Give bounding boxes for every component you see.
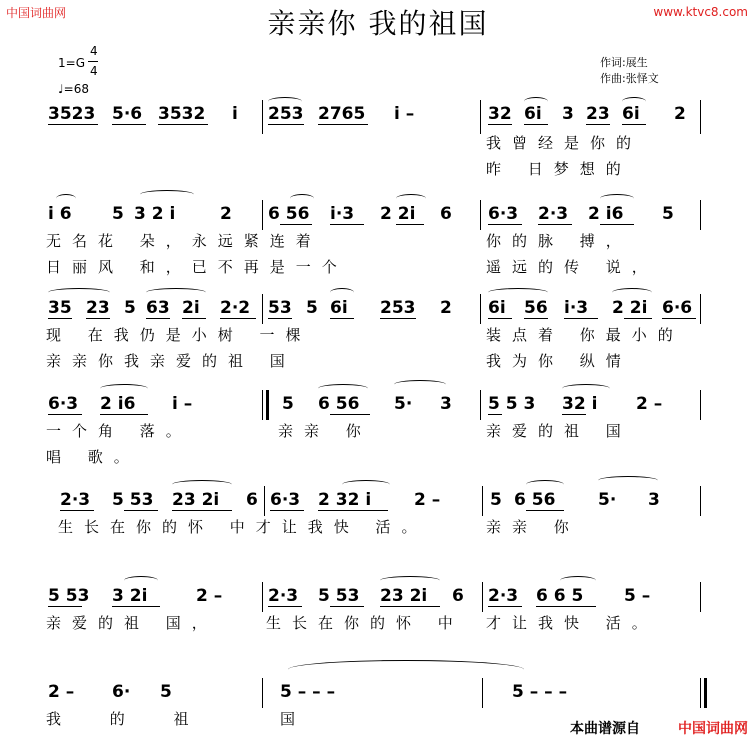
beam (330, 224, 364, 225)
bar-line (262, 294, 263, 324)
note-group: 5 (112, 204, 124, 224)
bar-line (482, 582, 483, 612)
slur (380, 576, 440, 585)
note-group: 6·3 (488, 204, 519, 224)
lyric-line: 国 (280, 710, 307, 728)
beam (330, 318, 354, 319)
note-group: 23 2i (172, 490, 220, 510)
note-group: 2·2 (220, 298, 251, 318)
beam (112, 124, 146, 125)
lyric-line: 我为你 纵情 (486, 352, 632, 370)
slur (268, 97, 302, 106)
beam (380, 318, 416, 319)
note-group: 56 (524, 298, 548, 318)
final-bar-thick (704, 678, 707, 708)
beam (60, 510, 94, 511)
note-group: i – (172, 394, 193, 414)
composer: 作曲:张怿文 (600, 72, 659, 85)
note-group: 6i (524, 104, 542, 124)
time-signature-numerator: 4 (90, 44, 98, 58)
note-group: i (232, 104, 238, 124)
note-group: 3 2 i (134, 204, 176, 224)
lyric-line: 生长在你的怀 中 (266, 614, 464, 632)
beam (488, 224, 522, 225)
beam (48, 414, 82, 415)
note-group: 23 (86, 298, 110, 318)
beam (182, 318, 206, 319)
note-group: 2 (440, 298, 452, 318)
bar-line (480, 100, 481, 134)
bar-line (700, 294, 701, 324)
slur (140, 190, 194, 199)
lyric-line: 唱 歌。 (46, 448, 140, 466)
note-group: 2 32 i (318, 490, 372, 510)
note-group: 32 i (562, 394, 598, 414)
bar-line (482, 486, 483, 516)
beam (330, 414, 370, 415)
note-group: i 6 (48, 204, 72, 224)
slur (524, 97, 548, 106)
beam (270, 510, 304, 511)
bar-line (700, 100, 701, 134)
note-group: 5 (282, 394, 294, 414)
beam (330, 606, 364, 607)
beam (488, 124, 512, 125)
bar-line (262, 390, 263, 420)
footer-source: 本曲谱源自 (570, 721, 640, 737)
note-group: 5· (598, 490, 617, 510)
bar-line (700, 486, 701, 516)
note-group: 2 – (636, 394, 663, 414)
note-group: 6 (452, 586, 464, 606)
note-group: i·3 (564, 298, 589, 318)
note-group: 253 (268, 104, 304, 124)
note-group: 6i (488, 298, 506, 318)
note-group: 3 (648, 490, 660, 510)
repeat-bar (266, 390, 269, 420)
beam (280, 224, 312, 225)
lyric-line: 一个角 落。 (46, 422, 192, 440)
note-group: 2765 (318, 104, 366, 124)
beam (268, 124, 304, 125)
note-group: 23 (586, 104, 610, 124)
note-group: 6i (330, 298, 348, 318)
note-group: 5 (662, 204, 674, 224)
lyric-line: 亲爱的祖 国， (46, 614, 218, 632)
beam (380, 606, 440, 607)
beam (318, 510, 388, 511)
slur (396, 194, 426, 203)
beam (488, 318, 512, 319)
slur (560, 576, 596, 585)
note-group: 5 53 (112, 490, 154, 510)
beam (124, 510, 158, 511)
footer-site-logo[interactable]: 中国词曲网 (678, 721, 748, 737)
beam (662, 318, 696, 319)
lyric-line: 你的脉 搏， (486, 232, 632, 250)
note-group: 3523 (48, 104, 96, 124)
beam (622, 124, 646, 125)
note-group: 6i (622, 104, 640, 124)
beam (538, 224, 572, 225)
bar-line (262, 678, 263, 708)
note-group: 6·3 (48, 394, 79, 414)
note-group: 5 (306, 298, 318, 318)
note-group: 5 (160, 682, 172, 702)
beam (488, 606, 522, 607)
note-group: 2 2i (612, 298, 648, 318)
lyric-line: 生长在你的怀 中才让我快 活。 (58, 518, 428, 536)
slur (172, 480, 232, 489)
note-group: 5 – (624, 586, 651, 606)
beam (488, 414, 502, 415)
note-group: 2·3 (268, 586, 299, 606)
beam (86, 318, 110, 319)
note-group: 2 2i (380, 204, 416, 224)
note-group: 2 (674, 104, 686, 124)
note-group: 23 2i (380, 586, 428, 606)
note-group: 5· (394, 394, 413, 414)
note-group: 6 6 5 (536, 586, 584, 606)
beam (158, 124, 208, 125)
slur (48, 288, 110, 297)
beam (562, 414, 586, 415)
lyric-line: 亲爱的祖 国 (486, 422, 632, 440)
note-group: 5·6 (112, 104, 143, 124)
note-group: i – (394, 104, 415, 124)
bar-line (262, 582, 263, 612)
note-group: 2·3 (488, 586, 519, 606)
beam (48, 318, 72, 319)
note-group: 253 (380, 298, 416, 318)
lyric-line: 昨 日梦想的 (486, 160, 632, 178)
note-group: 5 (124, 298, 136, 318)
slur (56, 194, 76, 203)
site-url[interactable]: www.ktvc8.com (653, 5, 748, 19)
note-group: 2·3 (538, 204, 569, 224)
note-group: 6 (246, 490, 258, 510)
bar-line (480, 294, 481, 324)
slur (526, 480, 564, 489)
note-group: 2 – (414, 490, 441, 510)
note-group: 2 – (48, 682, 75, 702)
song-title: 亲亲你 我的祖国 (267, 7, 489, 40)
note-group: 2 i6 (588, 204, 624, 224)
note-group: 3 2i (112, 586, 148, 606)
beam (586, 124, 610, 125)
note-group: 3532 (158, 104, 206, 124)
beam (268, 606, 302, 607)
note-group: i·3 (330, 204, 355, 224)
beam (624, 318, 652, 319)
time-signature-line (88, 61, 98, 62)
beam (600, 224, 634, 225)
tempo-mark: ♩=68 (58, 82, 89, 96)
beam (48, 606, 82, 607)
lyric-line: 日丽风 和，已不再是一个 (46, 258, 348, 276)
final-bar-thin (700, 678, 701, 708)
beam (100, 414, 148, 415)
slur (290, 194, 314, 203)
note-group: 6 56 (318, 394, 360, 414)
note-group: 5 – – – (512, 682, 568, 702)
note-group: 6·6 (662, 298, 693, 318)
lyric-line: 装点着 你最小的 (486, 326, 684, 344)
lyric-line: 无名花 朵，永远紧连着 (46, 232, 322, 250)
note-group: 6 (440, 204, 452, 224)
lyricist: 作词:展生 (600, 56, 648, 69)
slur (598, 476, 658, 485)
bar-line (482, 678, 483, 708)
note-group: 6· (112, 682, 131, 702)
bar-line (700, 200, 701, 230)
bar-line (700, 582, 701, 612)
bar-line (264, 486, 265, 516)
beam (146, 318, 170, 319)
slur (146, 288, 206, 297)
note-group: 5 5 3 (488, 394, 536, 414)
lyric-line: 亲亲 你 (486, 518, 580, 536)
note-group: 6 56 (514, 490, 556, 510)
slur (488, 288, 548, 297)
lyric-line: 我曾经是你的 (486, 134, 643, 152)
lyric-line: 我 的 祖 (46, 710, 211, 728)
lyric-line: 亲亲 你 (278, 422, 372, 440)
note-group: 63 (146, 298, 170, 318)
slur (342, 480, 390, 489)
note-group: 2 i6 (100, 394, 136, 414)
note-group: 6·3 (270, 490, 301, 510)
beam (220, 318, 256, 319)
slur (330, 288, 354, 297)
beam (318, 124, 368, 125)
bar-line (480, 390, 481, 420)
note-group: 5 (490, 490, 502, 510)
beam (564, 318, 598, 319)
site-logo-text[interactable]: 中国词曲网 (6, 6, 67, 20)
note-group: 2 – (196, 586, 223, 606)
slur (612, 288, 652, 297)
slur (318, 384, 368, 393)
slur (394, 380, 446, 389)
beam (396, 224, 424, 225)
tie (288, 660, 524, 679)
beam (172, 510, 232, 511)
beam (524, 318, 548, 319)
beam (536, 606, 596, 607)
time-signature-denominator: 4 (90, 64, 98, 78)
lyric-line: 亲亲你我亲爱的祖 国 (46, 352, 296, 370)
slur (600, 194, 634, 203)
note-group: 2i (182, 298, 200, 318)
beam (524, 124, 548, 125)
lyric-line: 现 在我仍是小树 一棵 (46, 326, 312, 344)
note-group: 3 (440, 394, 452, 414)
bar-line (480, 200, 481, 230)
bar-line (262, 200, 263, 230)
note-group: 35 (48, 298, 72, 318)
note-group: 2·3 (60, 490, 91, 510)
note-group: 5 – – – (280, 682, 336, 702)
note-group: 5 53 (318, 586, 360, 606)
note-group: 2 (220, 204, 232, 224)
bar-line (262, 100, 263, 134)
note-group: 6 56 (268, 204, 310, 224)
slur (562, 384, 610, 393)
bar-line (700, 390, 701, 420)
note-group: 32 (488, 104, 512, 124)
note-group: 3 (562, 104, 574, 124)
slur (100, 384, 148, 393)
beam (526, 510, 564, 511)
beam (268, 318, 292, 319)
lyric-line: 才让我快 活。 (486, 614, 658, 632)
beam (48, 124, 98, 125)
note-group: 5 53 (48, 586, 90, 606)
lyric-line: 遥远的传 说， (486, 258, 658, 276)
beam (112, 606, 160, 607)
slur (124, 576, 158, 585)
note-group: 53 (268, 298, 292, 318)
slur (622, 97, 646, 106)
key-signature: 1=G (58, 56, 85, 70)
